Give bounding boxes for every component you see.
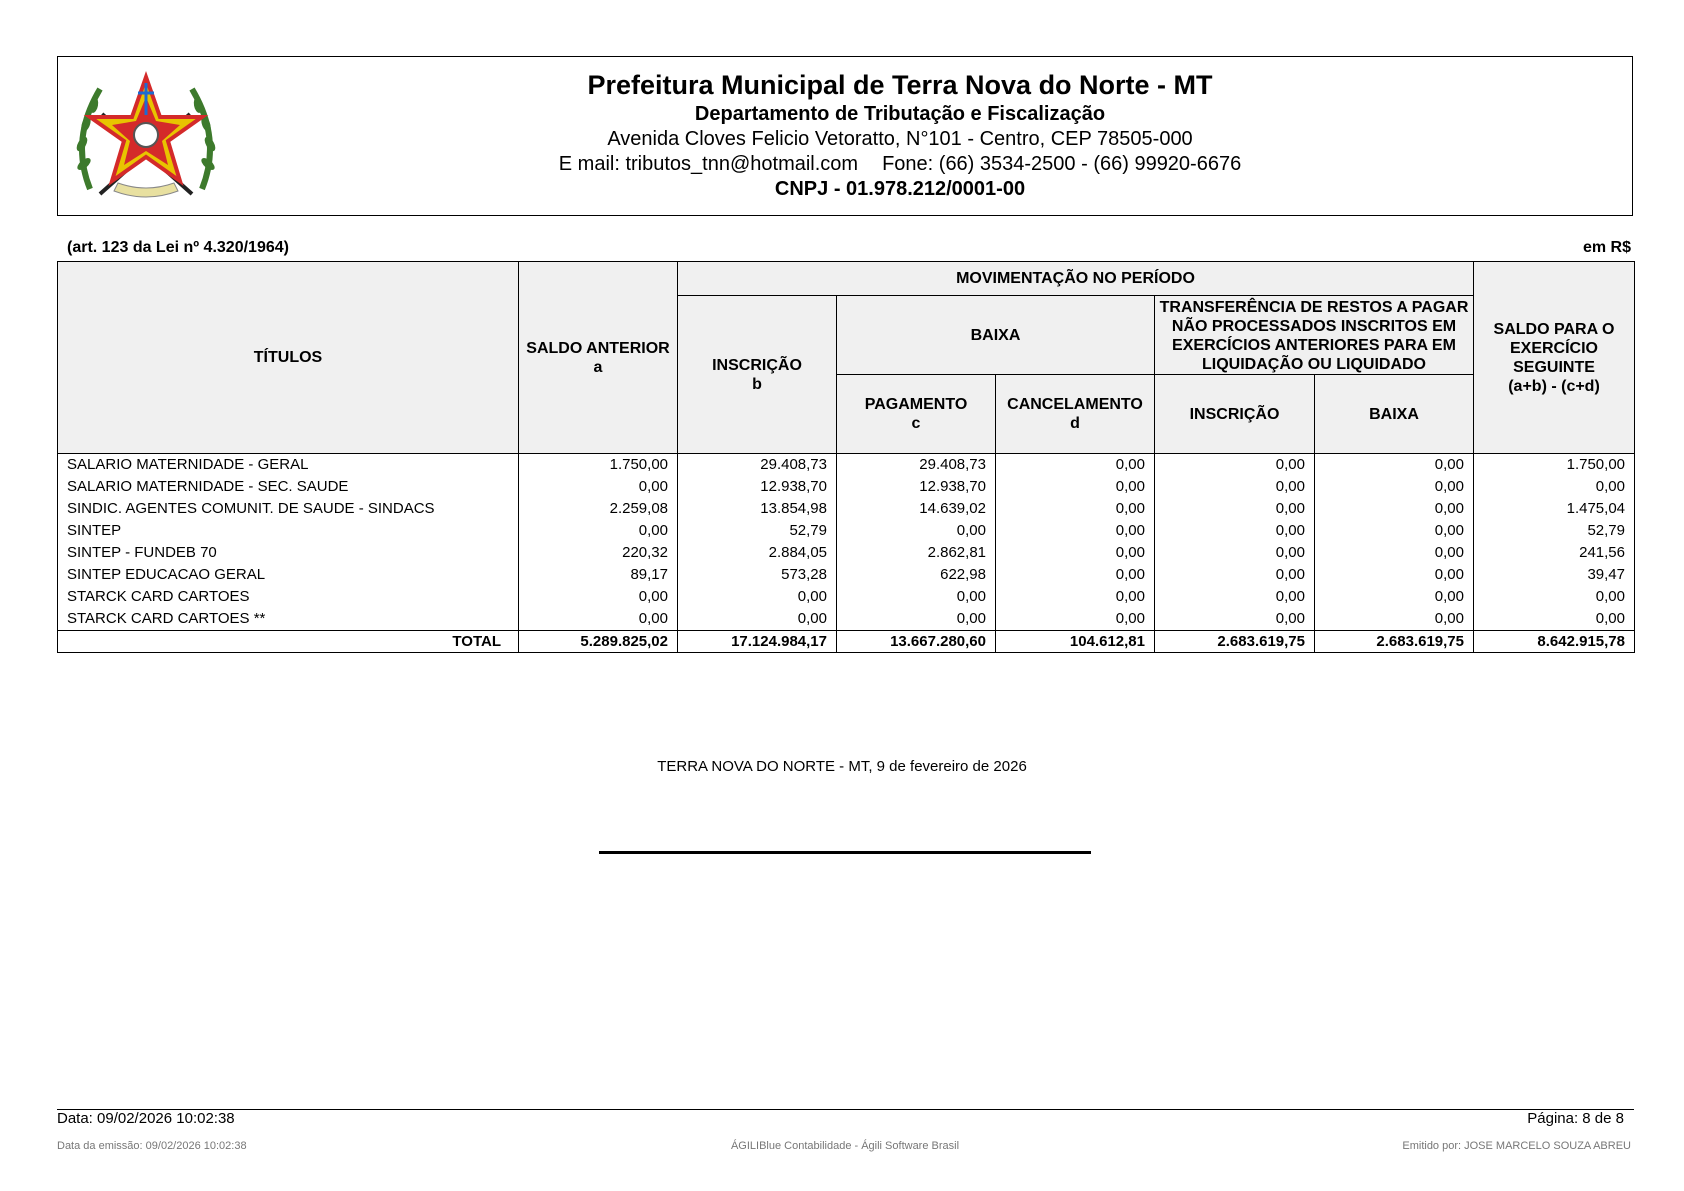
col-saldo-seguinte-label: SALDO PARA O EXERCÍCIO SEGUINTE: [1493, 320, 1615, 376]
row-titulo: SINDIC. AGENTES COMUNIT. DE SAUDE - SINDACS: [58, 498, 519, 520]
currency-note: em R$: [1582, 239, 1631, 256]
total-pagamento: 13.667.280,60: [837, 631, 996, 653]
col-transf-inscricao: INSCRIÇÃO: [1155, 375, 1315, 454]
page-number: Página: 8 de 8: [1527, 1110, 1624, 1127]
table-row: [58, 476, 1635, 498]
row-transf-inscricao: 0,00: [1155, 586, 1315, 608]
table-header: [58, 262, 1635, 454]
footer-divider: [57, 1109, 1634, 1110]
col-cancelamento-label: CANCELAMENTO: [1007, 396, 1143, 413]
col-inscricao: [678, 296, 837, 454]
letterhead: [57, 56, 1633, 216]
table-body: [58, 454, 1635, 631]
law-reference: (art. 123 da Lei nº 4.320/1964): [67, 239, 289, 256]
phone: Fone: (66) 3534-2500 - (66) 99920-6676: [882, 153, 1242, 175]
row-saldo-seguinte: 0,00: [1474, 608, 1635, 631]
col-saldo-anterior: [519, 262, 678, 454]
row-saldo-seguinte: 1.475,04: [1474, 498, 1635, 520]
col-cancelamento: [996, 375, 1155, 454]
restos-a-pagar-table: [57, 261, 1635, 653]
row-saldo-anterior: 220,32: [519, 542, 678, 564]
row-transf-baixa: 0,00: [1315, 520, 1474, 542]
row-pagamento: 29.408,73: [837, 454, 996, 477]
row-transf-baixa: 0,00: [1315, 542, 1474, 564]
signature-line: [599, 851, 1091, 854]
row-inscricao: 573,28: [678, 564, 837, 586]
row-titulo: SINTEP: [58, 520, 519, 542]
row-cancelamento: 0,00: [996, 542, 1155, 564]
table-row: [58, 454, 1635, 477]
col-baixa: BAIXA: [837, 296, 1155, 375]
row-saldo-seguinte: 241,56: [1474, 542, 1635, 564]
table-row: [58, 586, 1635, 608]
total-row: [58, 631, 1635, 653]
department-name: Departamento de Tributação e Fiscalização: [694, 103, 1106, 125]
col-cancelamento-code: d: [1070, 415, 1080, 432]
row-titulo: STARCK CARD CARTOES: [58, 586, 519, 608]
row-titulo: SINTEP EDUCACAO GERAL: [58, 564, 519, 586]
table-row: [58, 520, 1635, 542]
table-row: [58, 498, 1635, 520]
table-row: [58, 608, 1635, 631]
col-saldo-anterior-label: SALDO ANTERIOR: [526, 339, 670, 357]
row-inscricao: 12.938,70: [678, 476, 837, 498]
row-saldo-seguinte: 0,00: [1474, 476, 1635, 498]
email: E mail: tributos_tnn@hotmail.com: [558, 153, 859, 175]
col-transf-baixa: BAIXA: [1315, 375, 1474, 454]
row-transf-inscricao: 0,00: [1155, 498, 1315, 520]
col-pagamento-code: c: [911, 415, 921, 432]
row-saldo-seguinte: 0,00: [1474, 586, 1635, 608]
row-saldo-seguinte: 1.750,00: [1474, 454, 1635, 477]
row-titulo: SALARIO MATERNIDADE - SEC. SAUDE: [58, 476, 519, 498]
row-saldo-anterior: 0,00: [519, 608, 678, 631]
row-transf-baixa: 0,00: [1315, 586, 1474, 608]
row-transf-baixa: 0,00: [1315, 608, 1474, 631]
row-inscricao: 13.854,98: [678, 498, 837, 520]
row-cancelamento: 0,00: [996, 564, 1155, 586]
row-pagamento: 622,98: [837, 564, 996, 586]
row-cancelamento: 0,00: [996, 608, 1155, 631]
row-saldo-seguinte: 39,47: [1474, 564, 1635, 586]
row-transf-inscricao: 0,00: [1155, 608, 1315, 631]
row-pagamento: 2.862,81: [837, 542, 996, 564]
col-movimentacao: MOVIMENTAÇÃO NO PERÍODO: [678, 262, 1474, 296]
col-saldo-seguinte-formula: (a+b) - (c+d): [1508, 377, 1600, 395]
total-transf-inscricao: 2.683.619,75: [1155, 631, 1315, 653]
row-inscricao: 29.408,73: [678, 454, 837, 477]
row-cancelamento: 0,00: [996, 586, 1155, 608]
total-transf-baixa: 2.683.619,75: [1315, 631, 1474, 653]
row-inscricao: 0,00: [678, 608, 837, 631]
col-titulos: TÍTULOS: [58, 262, 519, 454]
row-saldo-anterior: 0,00: [519, 476, 678, 498]
col-saldo-anterior-code: a: [593, 358, 603, 376]
total-inscricao: 17.124.984,17: [678, 631, 837, 653]
row-cancelamento: 0,00: [996, 454, 1155, 477]
row-saldo-anterior: 2.259,08: [519, 498, 678, 520]
table-row: [58, 542, 1635, 564]
row-saldo-seguinte: 52,79: [1474, 520, 1635, 542]
row-transf-baixa: 0,00: [1315, 498, 1474, 520]
row-transf-inscricao: 0,00: [1155, 520, 1315, 542]
row-transf-inscricao: 0,00: [1155, 454, 1315, 477]
col-inscricao-code: b: [752, 375, 762, 393]
row-saldo-anterior: 1.750,00: [519, 454, 678, 477]
row-inscricao: 0,00: [678, 586, 837, 608]
contact-line: [168, 152, 1632, 177]
row-inscricao: 52,79: [678, 520, 837, 542]
row-pagamento: 14.639,02: [837, 498, 996, 520]
row-cancelamento: 0,00: [996, 520, 1155, 542]
row-transf-inscricao: 0,00: [1155, 542, 1315, 564]
row-transf-inscricao: 0,00: [1155, 564, 1315, 586]
emission-date: Data da emissão: 09/02/2026 10:02:38: [57, 1140, 247, 1152]
row-transf-baixa: 0,00: [1315, 476, 1474, 498]
footer-date: Data: 09/02/2026 10:02:38: [57, 1110, 235, 1127]
row-titulo: SINTEP - FUNDEB 70: [58, 542, 519, 564]
row-titulo: SALARIO MATERNIDADE - GERAL: [58, 454, 519, 477]
row-saldo-anterior: 0,00: [519, 520, 678, 542]
row-transf-baixa: 0,00: [1315, 454, 1474, 477]
software-name: ÁGILIBlue Contabilidade - Ágili Software Brasil: [730, 1140, 960, 1152]
total-cancelamento: 104.612,81: [996, 631, 1155, 653]
row-pagamento: 0,00: [837, 608, 996, 631]
row-transf-baixa: 0,00: [1315, 564, 1474, 586]
row-pagamento: 0,00: [837, 586, 996, 608]
table-total: [58, 631, 1635, 653]
row-cancelamento: 0,00: [996, 498, 1155, 520]
issued-by: Emitido por: JOSE MARCELO SOUZA ABREU: [1402, 1140, 1631, 1152]
place-date: TERRA NOVA DO NORTE - MT, 9 de fevereiro de 2026: [657, 758, 1027, 775]
total-saldo-seguinte: 8.642.915,78: [1474, 631, 1635, 653]
total-saldo-anterior: 5.289.825,02: [519, 631, 678, 653]
row-pagamento: 12.938,70: [837, 476, 996, 498]
col-transferencia: TRANSFERÊNCIA DE RESTOS A PAGAR NÃO PROCESSADOS INSCRITOS EM EXERCÍCIOS ANTERIORES PARA EM LIQUIDAÇÃO OU LIQUIDADO: [1155, 296, 1474, 375]
col-inscricao-label: INSCRIÇÃO: [712, 356, 802, 374]
row-transf-inscricao: 0,00: [1155, 476, 1315, 498]
row-cancelamento: 0,00: [996, 476, 1155, 498]
total-label: TOTAL: [58, 631, 519, 653]
row-saldo-anterior: 89,17: [519, 564, 678, 586]
col-saldo-seguinte: [1474, 262, 1635, 454]
col-pagamento-label: PAGAMENTO: [864, 396, 968, 413]
institution-title: Prefeitura Municipal de Terra Nova do Norte - MT: [587, 70, 1213, 100]
col-pagamento: [837, 375, 996, 454]
cnpj: CNPJ - 01.978.212/0001-00: [774, 178, 1026, 200]
address: Avenida Cloves Felicio Vetoratto, N°101 - Centro, CEP 78505-000: [607, 128, 1193, 150]
row-saldo-anterior: 0,00: [519, 586, 678, 608]
table-row: [58, 564, 1635, 586]
row-inscricao: 2.884,05: [678, 542, 837, 564]
row-pagamento: 0,00: [837, 520, 996, 542]
row-titulo: STARCK CARD CARTOES **: [58, 608, 519, 631]
